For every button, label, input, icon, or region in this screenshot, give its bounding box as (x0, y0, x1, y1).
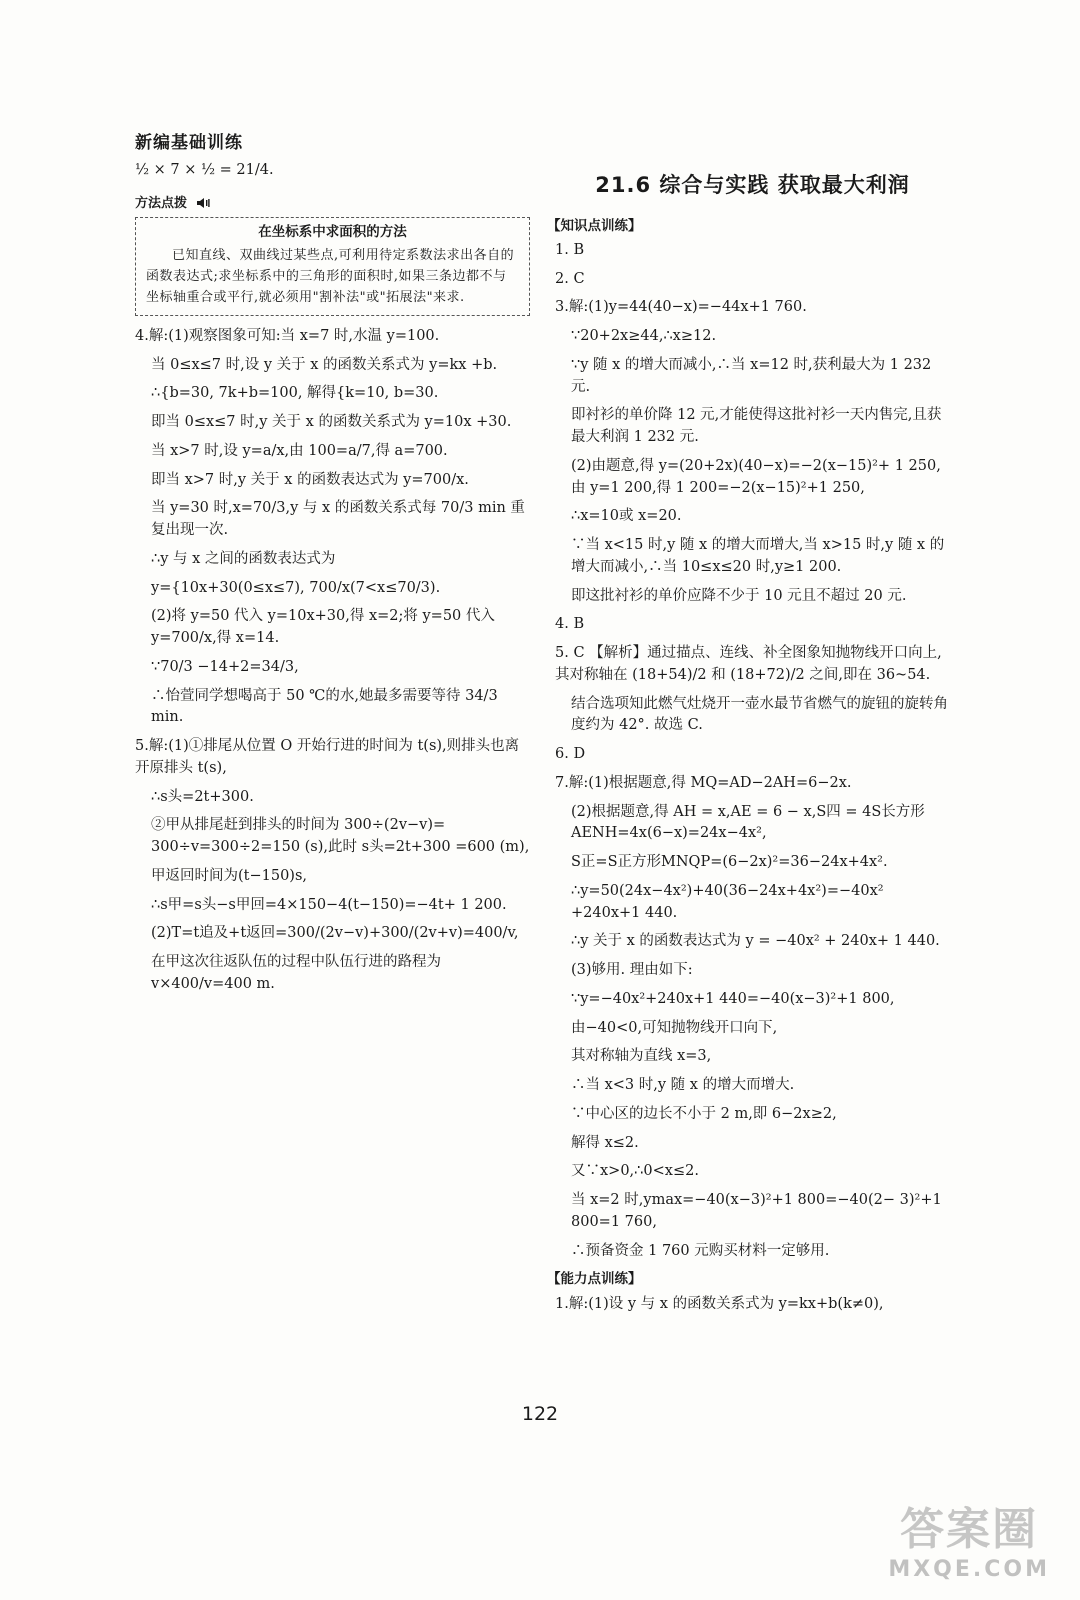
right-line: ∵中心区的边长不小于 2 m,即 6−2x≥2, (571, 1105, 837, 1122)
right-line: 即衬衫的单价降 12 元,才能使得这批衬衫一天内售完,且获最大利润 1 232 元. (571, 407, 942, 445)
right-line: 5. C 【解析】通过描点、连线、补全图象知抛物线开口向上,其对称轴在 (18+54)/2 和 (18+72)/2 之间,即在 36~54. (555, 645, 942, 683)
left-line: 甲返回时间为(t−150)s, (151, 867, 308, 884)
right-line: 其对称轴为直线 x=3, (571, 1048, 712, 1065)
left-line: (2)T=t追及+t返回=300/(2v−v)+300/(2v+v)=400/v, (151, 925, 519, 942)
left-line: 当 y=30 时,x=70/3,y 与 x 的函数关系式每 70/3 min 重复出现一次. (151, 500, 525, 539)
method-box (135, 217, 530, 316)
right-line: 7.解:(1)根据题意,得 MQ=AD−2AH=6−2x. (555, 774, 852, 791)
right-line: 4. B (555, 616, 585, 633)
right-line: 6. D (555, 746, 586, 762)
watermark-domain: MXQE.COM (888, 1557, 1050, 1582)
left-line: ∴y 与 x 之间的函数表达式为 (151, 550, 336, 567)
right-line: ∴x=10或 x=20. (571, 508, 682, 525)
right-line: 3.解:(1)y=44(40−x)=−44x+1 760. (555, 299, 807, 316)
watermark-text: 答案圈 (900, 1504, 1039, 1555)
right-line: ∵当 x<15 时,y 随 x 的增大而增大,当 x>15 时,y 随 x 的增大而减小,∴当 10≤x≤20 时,y≥1 200. (571, 537, 945, 575)
right-line: (2)根据题意,得 AH = x,AE = 6 − x,S四 = 4S长方形AENH=4x(6−x)=24x−4x², (571, 803, 925, 842)
right-line: ∵20+2x≥44,∴x≥12. (571, 328, 717, 344)
left-line: 即当 0≤x≤7 时,y 关于 x 的函数关系式为 y=10x +30. (151, 414, 512, 431)
left-line: 当 x>7 时,设 y=a/x,由 100=a/7,得 a=700. (151, 442, 448, 459)
sub-heading: 【知识点训练】 (547, 217, 642, 234)
right-line: 2. C (555, 270, 585, 287)
right-line: 结合选项知此燃气灶烧开一壶水最节省燃气的旋钮的旋转角度约为 42°. 故选 C. (571, 695, 948, 734)
page-number: 122 (521, 1403, 559, 1425)
right-line: 即这批衬衫的单价应降不少于 10 元且不超过 20 元. (571, 587, 907, 604)
right-column (547, 160, 950, 1322)
method-box-body: 已知直线、双曲线过某些点,可利用待定系数法求出各自的函数表达式;求坐标系中的三角形的面积时,如果三条边都不与坐标轴重合或平行,就必须用"割补法"或"拓展法"来求. (146, 247, 515, 306)
left-line: 在甲这次往返队伍的过程中队伍行进的路程为 v×400/v=400 m. (151, 954, 441, 992)
left-line: 当 0≤x≤7 时,设 y 关于 x 的函数关系式为 y=kx +b. (151, 356, 498, 373)
right-line: 1.解:(1)设 y 与 x 的函数关系式为 y=kx+b(k≠0), (555, 1295, 884, 1312)
sub-heading: 【能力点训练】 (547, 1271, 642, 1288)
left-line: y={10x+30(0≤x≤7), 700/x(7<x≤70/3). (151, 579, 441, 596)
right-line: ∴y 关于 x 的函数表达式为 y = −40x² + 240x+ 1 440. (571, 933, 940, 950)
left-line: ∴{b=30, 7k+b=100, 解得{k=10, b=30. (151, 385, 439, 402)
right-line: (3)够用. 理由如下: (571, 962, 693, 978)
right-line: ∵y 随 x 的增大而减小,∴当 x=12 时,获利最大为 1 232元. (571, 356, 932, 395)
method-label-row (135, 194, 530, 214)
speaker-icon (196, 197, 210, 209)
left-line: (2)将 y=50 代入 y=10x+30,得 x=2;将 y=50 代入 y=700/x,得 x=14. (151, 608, 495, 647)
left-line: 4.解:(1)观察图象可知:当 x=7 时,水温 y=100. (135, 327, 440, 344)
left-line: ∴怡萱同学想喝高于 50 ℃的水,她最多需要等待 34/3 min. (151, 687, 498, 726)
left-column (135, 160, 530, 1003)
left-line: 即当 x>7 时,y 关于 x 的函数表达式为 y=700/x. (151, 471, 469, 488)
left-line: 5.解:(1)①排尾从位置 O 开始行进的时间为 t(s),则排头也离开原排头 t(s), (135, 738, 520, 776)
book-title: 新编基础训练 (135, 133, 243, 153)
left-line: ½ × 7 × ½ = 21/4. (135, 162, 274, 178)
right-line: 由−40<0,可知抛物线开口向下, (571, 1019, 778, 1036)
right-line: 解得 x≤2. (571, 1134, 639, 1151)
right-line: 又∵x>0,∴0<x≤2. (571, 1163, 699, 1180)
right-line: ∴当 x<3 时,y 随 x 的增大而增大. (571, 1077, 795, 1093)
right-line: ∴预备资金 1 760 元购买材料一定够用. (571, 1242, 830, 1259)
method-label: 方法点拨 (135, 195, 188, 211)
right-line: (2)由题意,得 y=(20+2x)(40−x)=−2(x−15)²+ 1 250,由 y=1 200,得 1 200=−2(x−15)²+1 250, (571, 457, 941, 496)
left-line: ∴s甲=s头−s甲回=4×150−4(t−150)=−4t+ 1 200. (151, 896, 507, 913)
right-line: S正=S正方形MNQP=(6−2x)²=36−24x+4x². (571, 854, 888, 870)
watermark-logo (888, 1493, 1050, 1582)
left-line: ∴s头=2t+300. (151, 788, 254, 805)
right-line: ∵y=−40x²+240x+1 440=−40(x−3)²+1 800, (571, 990, 895, 1007)
right-line: ∴y=50(24x−4x²)+40(36−24x+4x²)=−40x² +240x+1 440. (571, 882, 884, 921)
method-box-title: 在坐标系中求面积的方法 (258, 224, 407, 241)
left-line: ②甲从排尾赶到排头的时间为 300÷(2v−v)= 300÷v=300÷2=150 (s),此时 s头=2t+300 =600 (m), (151, 817, 530, 856)
section-title: 21.6 综合与实践 获取最大利润 (595, 173, 910, 197)
left-line: ∵70/3 −14+2=34/3, (151, 658, 299, 675)
right-line: 1. B (555, 241, 585, 258)
right-line: 当 x=2 时,ymax=−40(x−3)²+1 800=−40(2− 3)²+1 800=1 760, (571, 1192, 942, 1230)
